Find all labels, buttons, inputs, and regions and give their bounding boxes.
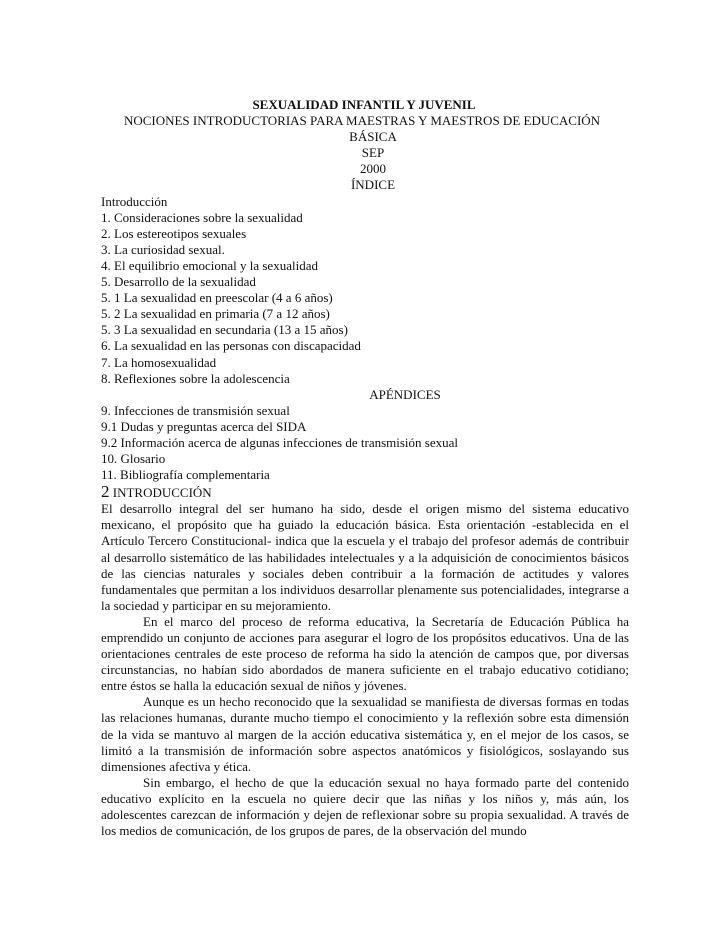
intro-paragraph: Sin embargo, el hecho de que la educación sexual no haya formado parte del contenido educativo explícito en la escuela no quiere decir que las niñas y los niños y, más aún, los adolescentes carezcan de información y dejen de reflexionar sobre su propia sexualidad. A través de los medios de comunicación, de los grupos de pares, de la observación del mundo	[101, 774, 629, 839]
document-subtitle-line1: NOCIONES INTRODUCTORIAS PARA MAESTRAS Y MAESTROS DE EDUCACIÓN	[123, 113, 601, 129]
appendix-item: 9.1 Dudas y preguntas acerca del SIDA	[101, 418, 307, 434]
intro-paragraph: El desarrollo integral del ser humano ha sido, desde el origen mismo del sistema educativo mexicano, el propósito que ha guiado la educación básica. Esta orientación -establecida en el Artículo Tercero Constitucional- indica que la escuela y el trabajo del profesor además de contribuir al desarrollo sistemático de las habilidades intelectuales y a la adquisición de conocimientos básicos de las ciencias naturales y sociales deben contribuir a la formación de actitudes y valores fundamentales que permitan a los individuos desarrollar plenamente sus potencialidades, integrarse a la sociedad y participar en su mejoramiento.	[101, 501, 629, 613]
index-heading: ÍNDICE	[350, 177, 396, 193]
publication-year: 2000	[360, 161, 386, 177]
toc-item: 1. Consideraciones sobre la sexualidad	[101, 209, 303, 225]
appendix-heading: APÉNDICES	[369, 386, 441, 402]
toc-item: Introducción	[101, 193, 168, 209]
table-of-contents	[101, 194, 629, 387]
intro-section-title: INTRODUCCIÓN	[112, 485, 212, 501]
toc-item: 5. Desarrollo de la sexualidad	[101, 274, 256, 290]
intro-paragraph: Aunque es un hecho reconocido que la sexualidad se manifiesta de diversas formas en todas las relaciones humanas, durante mucho tiempo el conocimiento y la reflexión sobre esta dimensión de la vida se mantuvo al margen de la acción educativa sistemática y, en el mejor de los casos, se limitó a la transmisión de información sobre aspectos anatómicos y fisiológicos, soslayando sus dimensiones afectiva y ética.	[101, 694, 629, 774]
intro-paragraph: En el marco del proceso de reforma educativa, la Secretaría de Educación Pública ha emprendido un conjunto de acciones para asegurar el logro de los propósitos educativos. Una de las orientaciones centrales de este proceso de reforma ha sido la atención de campos que, por diversas circunstancias, no habían sido abordados de manera suficiente en el trabajo educativo cotidiano; entre éstos se halla la educación sexual de niños y jóvenes.	[101, 613, 629, 694]
appendix-item: 9. Infecciones de transmisión sexual	[101, 402, 290, 418]
intro-heading	[101, 483, 629, 501]
toc-item: 5. 2 La sexualidad en primaria (7 a 12 años)	[101, 306, 330, 322]
toc-item: 4. El equilibrio emocional y la sexualidad	[101, 257, 318, 273]
toc-item: 8. Reflexiones sobre la adolescencia	[101, 370, 290, 386]
appendix-list	[101, 403, 629, 483]
publisher: SEP	[361, 145, 385, 161]
document-subtitle-line2: BÁSICA	[349, 129, 397, 145]
appendix-item: 11. Bibliografía complementaria	[101, 467, 270, 483]
toc-item: 5. 3 La sexualidad en secundaria (13 a 15 años)	[101, 322, 348, 338]
toc-item: 6. La sexualidad en las personas con discapacidad	[101, 338, 361, 354]
toc-item: 2. Los estereotipos sexuales	[101, 225, 247, 241]
appendix-item: 10. Glosario	[101, 451, 166, 467]
document-page	[101, 97, 629, 839]
toc-item: 7. La homosexualidad	[101, 354, 217, 370]
toc-item: 3. La curiosidad sexual.	[101, 241, 225, 257]
toc-item: 5. 1 La sexualidad en preescolar (4 a 6 años)	[101, 290, 333, 306]
appendix-item: 9.2 Información acerca de algunas infecciones de transmisión sexual	[101, 434, 458, 450]
intro-section-number: 2	[101, 482, 110, 502]
document-title: SEXUALIDAD INFANTIL Y JUVENIL	[252, 97, 476, 112]
